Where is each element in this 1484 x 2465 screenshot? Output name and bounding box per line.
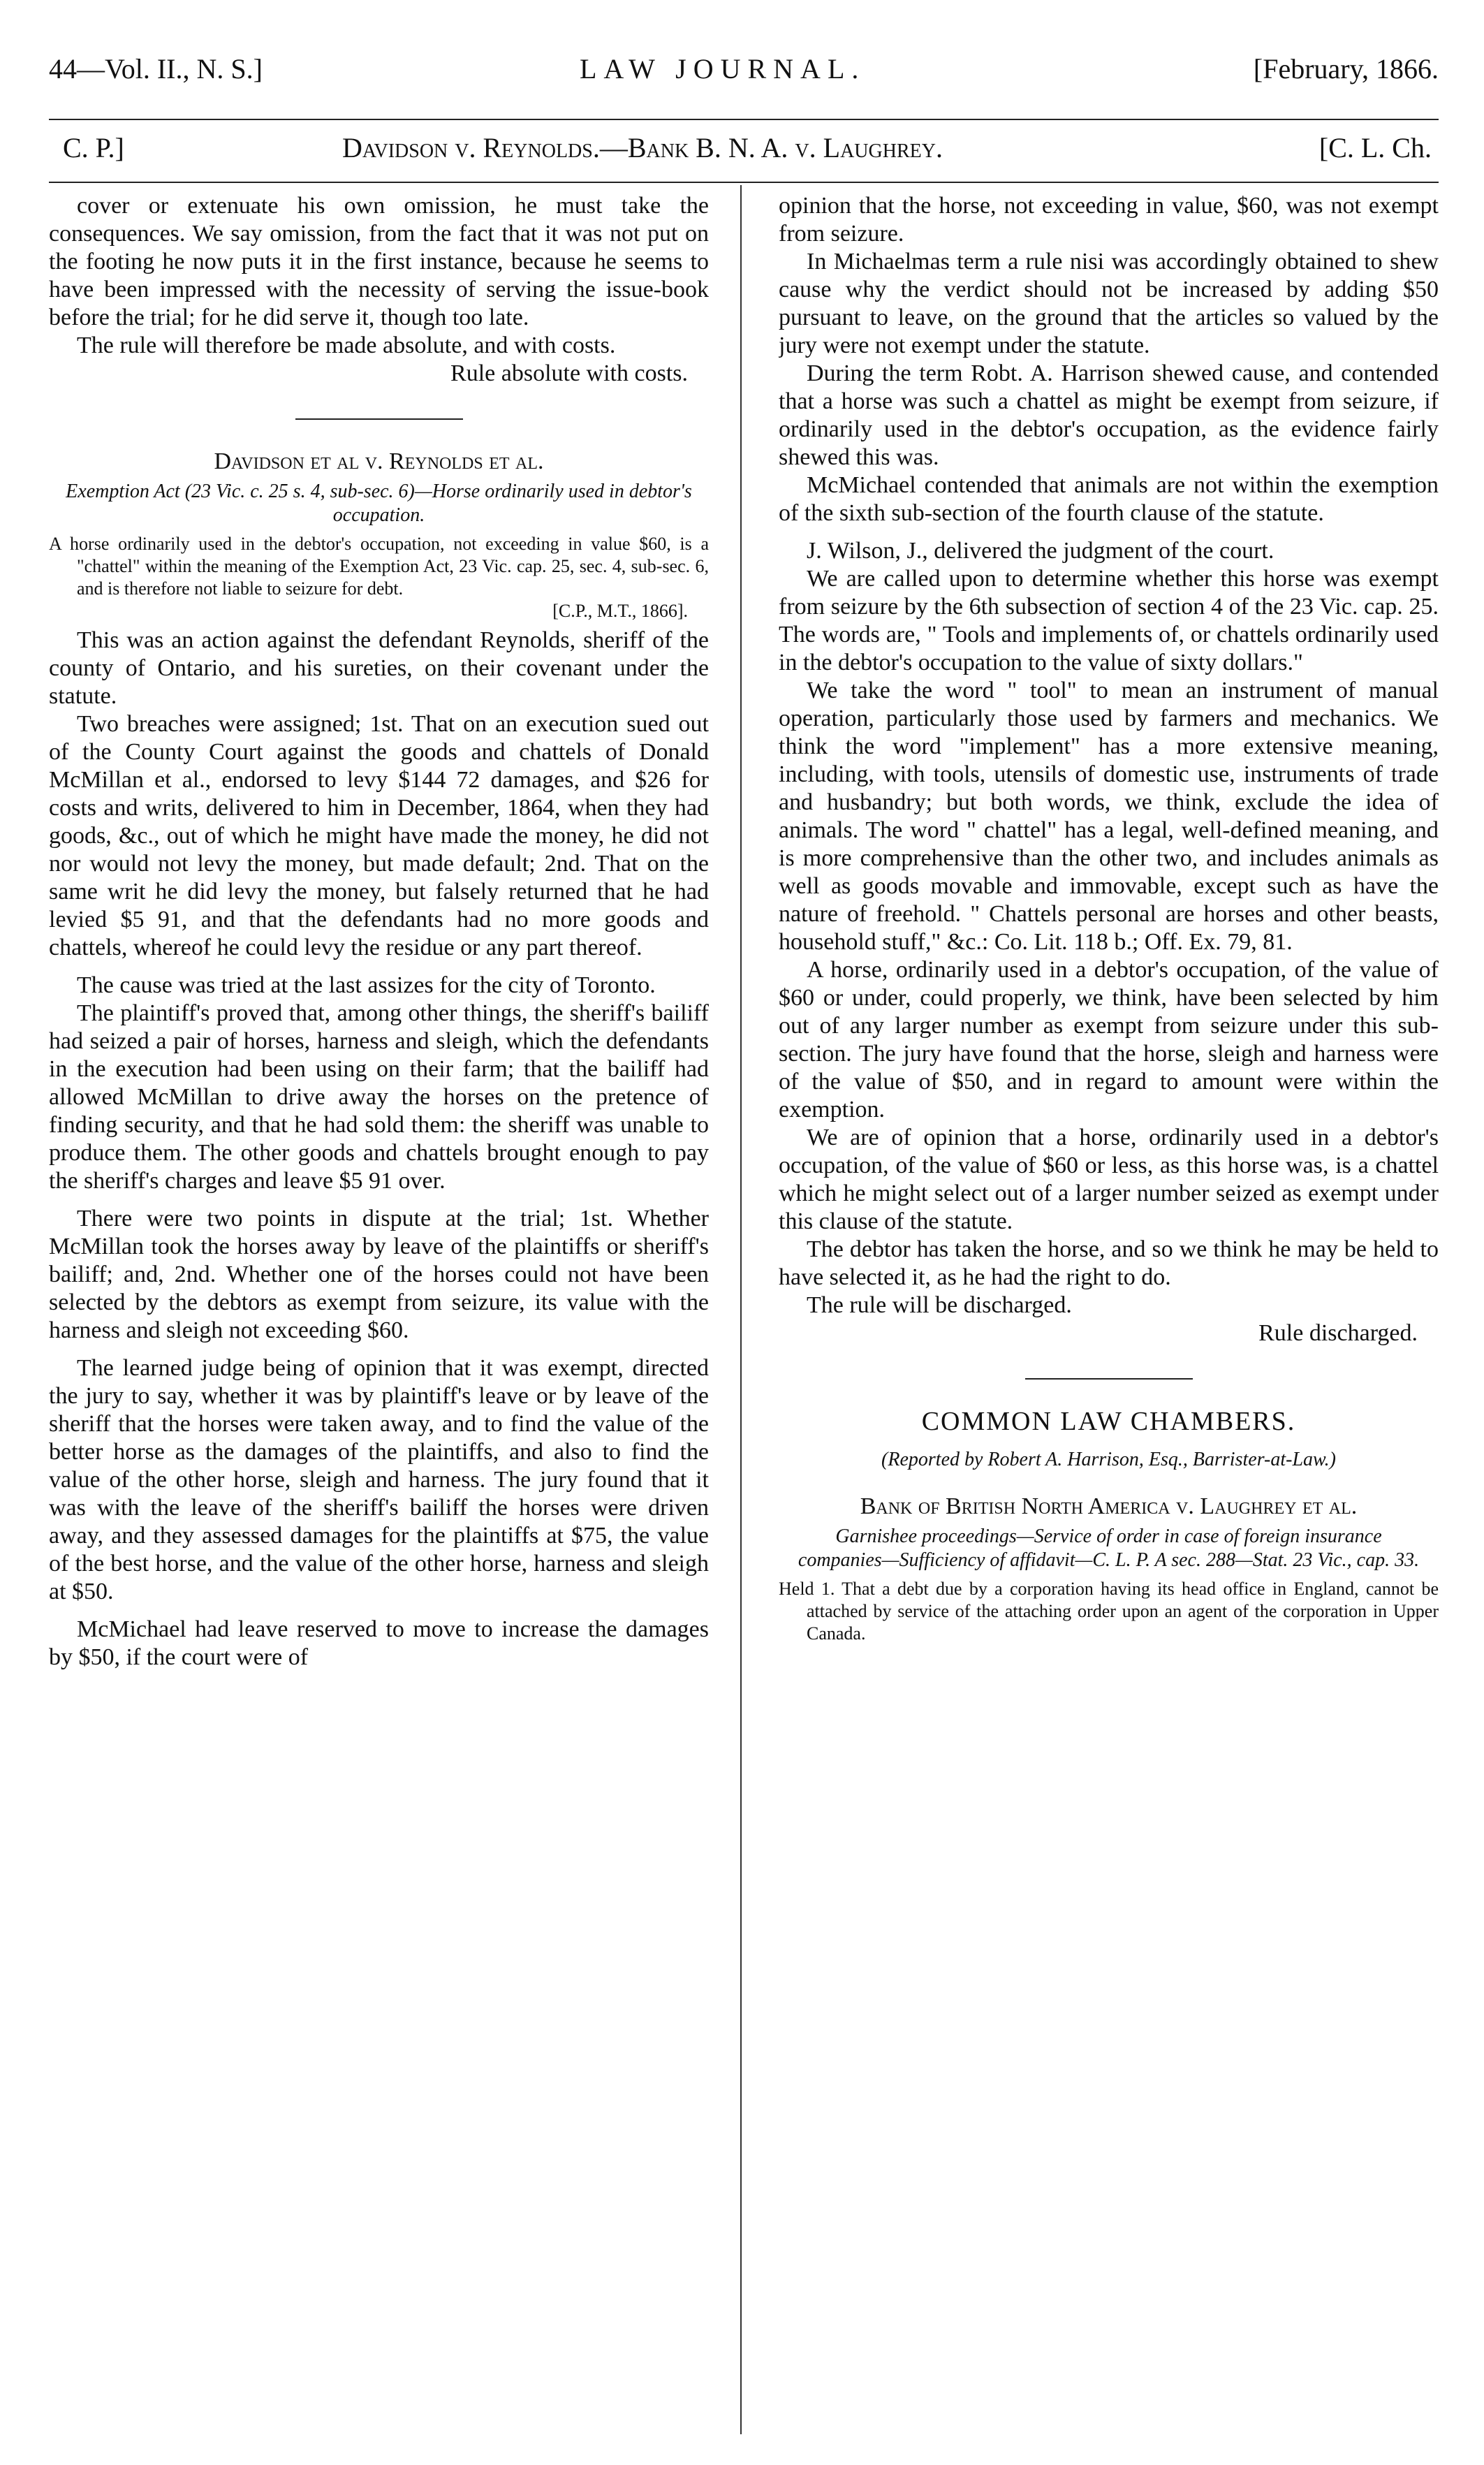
court-left-label: C. P.] bbox=[63, 132, 124, 163]
section-heading: COMMON LAW CHAMBERS. bbox=[921, 1407, 1296, 1436]
paragraph: The learned judge being of opinion that it was exempt, directed the jury to say, whether it was by plaintiff's leave or by leave of the sheriff that the horses were taken away, and to find the value of the better horse as the damages of the plaintiffs, and also to find the value of the other horse, sleigh and harness. The jury found that it was with the leave of the sheriff's bailiff the horses were driven away, and they assessed damages for the plaintiffs at $75, the value of the best horse, and the value of the other horse, harness and sleigh at $50. bbox=[49, 1355, 709, 1604]
citation: [C.P., M.T., 1866]. bbox=[552, 601, 688, 621]
held-summary: A horse ordinarily used in the debtor's occupation, not exceeding in value $60, is a "chattel" within the meaning of the Exemption Act, 23 Vic. cap. 25, sec. 4, sub-sec. 6, and is therefore not liable to seizure for debt. bbox=[49, 534, 709, 599]
paragraph: opinion that the horse, not exceeding in value, $60, was not exempt from seizure. bbox=[779, 193, 1439, 247]
case-names: Davidson v. Reynolds.—Bank B. N. A. v. Laughrey. bbox=[342, 132, 943, 163]
paragraph: In Michaelmas term a rule nisi was accordingly obtained to shew cause why the verdict should not be increased by adding $50 pursuant to leave, on the ground that the articles so valued by the jury were not exempt under the statute. bbox=[779, 249, 1439, 358]
column-divider bbox=[740, 185, 742, 2434]
issue-date: [February, 1866. bbox=[1253, 53, 1439, 85]
right-column bbox=[779, 192, 1439, 2434]
section-divider bbox=[295, 418, 463, 420]
page-volume-label: 44—Vol. II., N. S.] bbox=[49, 53, 263, 85]
paragraph: J. Wilson, J., delivered the judgment of the court. bbox=[807, 538, 1274, 564]
running-head bbox=[49, 49, 1439, 91]
headnote: Garnishee proceedings—Service of order in case of foreign insurance companies—Sufficiency of affidavit—C. L. P. A sec. 288—Stat. 23 Vic., cap. 33. bbox=[798, 1526, 1420, 1571]
paragraph: This was an action against the defendant Reynolds, sheriff of the county of Ontario, and his sureties, on their covenant under the statute. bbox=[49, 627, 709, 709]
case-header bbox=[49, 131, 1439, 173]
paragraph: McMichael contended that animals are not within the exemption of the sixth sub-section of the fourth clause of the statute. bbox=[779, 472, 1439, 526]
left-column bbox=[49, 192, 709, 2434]
paragraph: The rule will be discharged. bbox=[807, 1292, 1072, 1318]
paragraph: cover or extenuate his own omission, he must take the consequences. We say omission, from the fact that it was not put on the footing he now puts it in the first instance, because he seems to have been impressed with the necessity of serving the issue-book before the trial; for he did serve it, though too late. bbox=[49, 193, 709, 330]
rule-outcome: Rule absolute with costs. bbox=[450, 360, 688, 386]
paragraph: We are of opinion that a horse, ordinarily used in a debtor's occupation, of the value of $60 or less, as this horse was, is a chattel which he might select out of a larger number seized as exempt under this clause of the statute. bbox=[779, 1125, 1439, 1234]
paragraph: The rule will therefore be made absolute, and with costs. bbox=[77, 332, 616, 358]
court-right-label: [C. L. Ch. bbox=[1318, 132, 1432, 163]
document-page bbox=[49, 49, 1439, 2438]
paragraph: The plaintiff's proved that, among other things, the sheriff's bailiff had seized a pair of horses, harness and sleigh, which the defendants in the execution had been using on their farm; that the bailiff had allowed McMillan to drive away the horses on the pretence of finding security, and that he had sold them: the sheriff was unable to produce them. The other goods and chattels brought enough to pay the sheriff's charges and leave $5 91 over. bbox=[49, 1000, 709, 1194]
case-title: Davidson et al v. Reynolds et al. bbox=[214, 448, 544, 474]
rule-outcome: Rule discharged. bbox=[1258, 1320, 1418, 1346]
paragraph: The debtor has taken the horse, and so we think he may be held to have selected it, as he had the right to do. bbox=[779, 1236, 1439, 1290]
paragraph: McMichael had leave reserved to move to increase the damages by $50, if the court were of bbox=[49, 1616, 709, 1670]
paragraph: The cause was tried at the last assizes for the city of Toronto. bbox=[77, 972, 656, 998]
section-divider bbox=[1025, 1378, 1193, 1380]
paragraph: There were two points in dispute at the trial; 1st. Whether McMillan took the horses away by leave of the plaintiffs or sheriff's bailiff; and, 2nd. Whether one of the horses could not have been selected by the debtors as exempt from seizure, its value with the harness and sleigh not exceeding $60. bbox=[49, 1206, 709, 1343]
case-header-rule bbox=[49, 182, 1439, 183]
paragraph: We take the word " tool" to mean an instrument of manual operation, particularly those used by farmers and mechanics. We think the word "implement" has a more extensive meaning, including, with tools, utensils of domestic use, instruments of trade and husbandry; but both words, we think, exclude the idea of animals. The word " chattel" has a legal, well-defined meaning, and is more comprehensive than the other two, and includes animals as well as goods movable and immovable, except such as have the nature of freehold. " Chattels personal are horses and other beasts, household stuff," &c.: Co. Lit. 118 b.; Off. Ex. 79, 81. bbox=[779, 678, 1439, 955]
headnote: Exemption Act (23 Vic. c. 25 s. 4, sub-sec. 6)—Horse ordinarily used in debtor's occupation. bbox=[66, 481, 692, 526]
paragraph: We are called upon to determine whether this horse was exempt from seizure by the 6th subsection of section 4 of the 23 Vic. cap. 25. The words are, " Tools and implements of, or chattels ordinarily used in the debtor's occupation to the value of sixty dollars." bbox=[779, 566, 1439, 675]
paragraph: During the term Robt. A. Harrison shewed cause, and contended that a horse was such a chattel as might be exempt from seizure, if ordinarily used in the debtor's occupation, as the evidence fairly shewed this was. bbox=[779, 360, 1439, 470]
reporter-note: (Reported by Robert A. Harrison, Esq., Barrister-at-Law.) bbox=[881, 1449, 1336, 1470]
header-rule bbox=[49, 119, 1439, 120]
case-title: Bank of British North America v. Laughrey et al. bbox=[860, 1493, 1358, 1519]
held-summary: Held 1. That a debt due by a corporation having its head office in England, cannot be attached by service of the attaching order upon an agent of the corporation in Upper Canada. bbox=[779, 1579, 1439, 1644]
paragraph: A horse, ordinarily used in a debtor's occupation, of the value of $60 or under, could properly, we think, have been selected by him out of any larger number as exempt from seizure under this sub-section. The jury have found that the horse, sleigh and harness were of the value of $50, and in regard to amount were within the exemption. bbox=[779, 957, 1439, 1122]
journal-title: LAW JOURNAL. bbox=[580, 53, 866, 85]
paragraph: Two breaches were assigned; 1st. That on an execution sued out of the County Court against the goods and chattels of Donald McMillan et al., endorsed to levy $144 72 damages, and $26 for costs and writs, delivered to him in December, 1864, when they had goods, &c., out of which he might have made the money, he did not nor would not levy the money, but made default; 2nd. That on the same writ he did levy the money, but falsely returned that he had levied $5 91, and that the defendants had no more goods and chattels, whereof he could levy the residue or any part thereof. bbox=[49, 711, 709, 960]
